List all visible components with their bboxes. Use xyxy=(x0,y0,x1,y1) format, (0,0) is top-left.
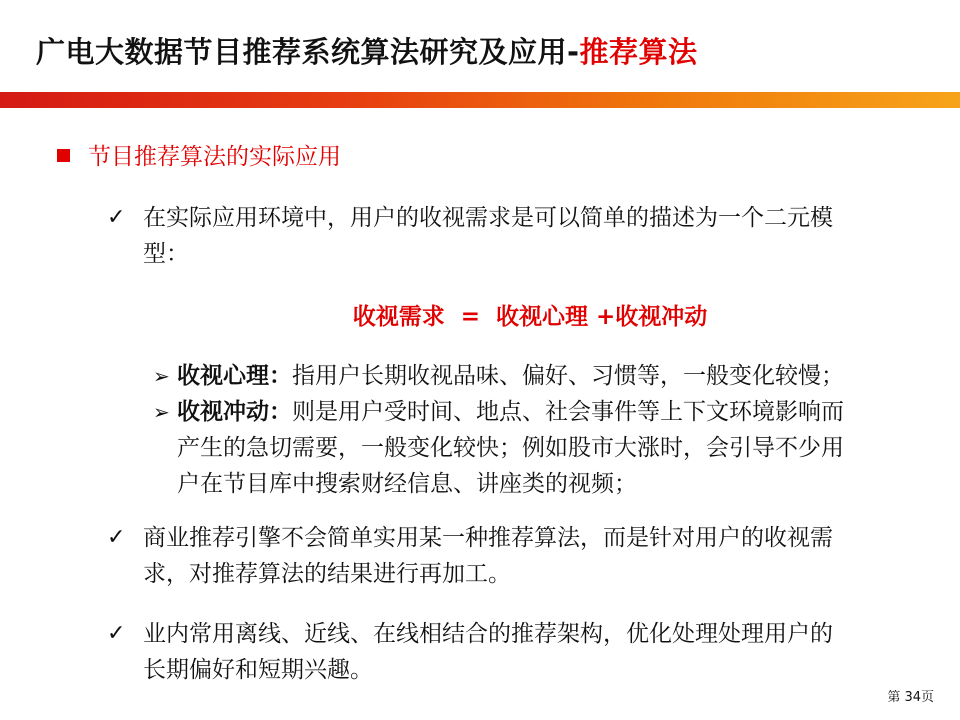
sub-item-text: 指用户长期收视品味、偏好、习惯等，一般变化较慢； xyxy=(292,363,844,389)
sub-item xyxy=(153,394,953,502)
section-heading-text: 节目推荐算法的实际应用 xyxy=(88,144,341,170)
check-icon: ✓ xyxy=(107,525,126,550)
sub-item-text: 产生的急切需要，一般变化较快；例如股市大涨时，会引导不少用 xyxy=(177,435,844,461)
bullet-line: 型： xyxy=(143,241,189,267)
sub-item xyxy=(153,358,953,394)
bullet-line: 业内常用离线、近线、在线相结合的推荐架构，优化处理处理用户的 xyxy=(143,621,833,647)
formula: 收视需求 = 收视心理 +收视冲动 xyxy=(352,304,708,330)
bullet-line: 商业推荐引擎不会简单实用某一种推荐算法，而是针对用户的收视需 xyxy=(143,525,833,551)
sub-item-term: 收视冲动： xyxy=(177,399,292,425)
section-heading xyxy=(57,138,341,171)
bullet-line: 长期偏好和短期兴趣。 xyxy=(143,657,373,683)
title-divider-bar xyxy=(0,92,960,108)
page-number: 第 34页 xyxy=(887,690,934,705)
slide-title xyxy=(36,30,698,71)
title-accent: 推荐算法 xyxy=(579,35,698,69)
arrow-bullet-icon: ➢ xyxy=(153,400,170,424)
title-main: 广电大数据节目推荐系统算法研究及应用- xyxy=(36,35,580,69)
check-icon: ✓ xyxy=(107,621,126,646)
square-bullet-icon xyxy=(57,149,70,162)
bullet-line: 在实际应用环境中，用户的收视需求是可以简单的描述为一个二元模 xyxy=(143,205,833,231)
sub-item-term: 收视心理： xyxy=(177,363,292,389)
sub-item-text: 则是用户受时间、地点、社会事件等上下文环境影响而 xyxy=(292,399,844,425)
bullet-item xyxy=(107,200,947,272)
bullet-item xyxy=(107,616,947,688)
sub-item-text: 户在节目库中搜索财经信息、讲座类的视频； xyxy=(177,471,637,497)
bullet-item xyxy=(107,520,947,592)
arrow-bullet-icon: ➢ xyxy=(153,364,170,388)
check-icon: ✓ xyxy=(107,205,126,230)
bullet-line: 求，对推荐算法的结果进行再加工。 xyxy=(143,561,511,587)
